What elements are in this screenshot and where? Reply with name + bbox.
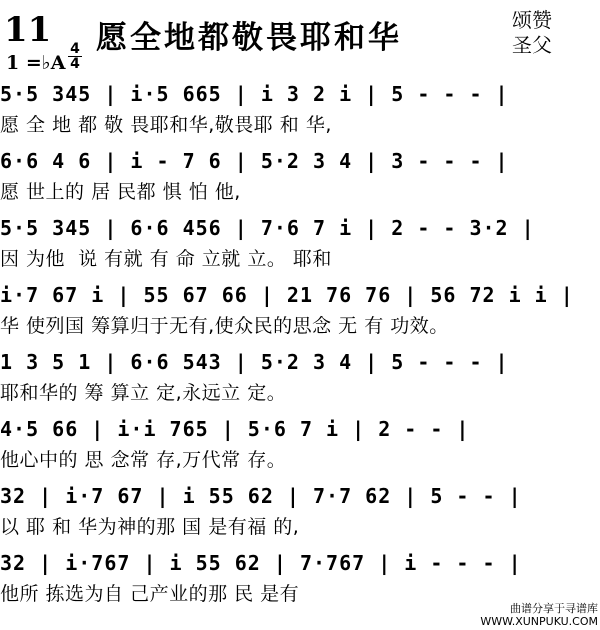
notation-line: i·7 67 i | 55 67 66 | 21 76 76 | 56 72 i i |: [0, 283, 574, 307]
song-meta: [512, 8, 552, 58]
notation-line: 5·5 345 | 6·6 456 | 7·6 7 i | 2 - - 3·2 |: [0, 216, 535, 240]
lyrics-line: 他所 拣选为自 己产业的那 民 是有: [0, 583, 300, 605]
lyrics-line: 以 耶 和 华为神的那 国 是有福 的,: [0, 516, 300, 538]
score-header: [0, 0, 600, 80]
score-row: [0, 80, 600, 147]
time-bottom: 4: [68, 56, 82, 71]
genre-label: 颂赞: [512, 8, 552, 32]
score-row: [0, 348, 600, 415]
lyrics-line: 愿 全 地 都 敬 畏耶和华,敬畏耶 和 华,: [0, 114, 332, 136]
notation-line: 4·5 66 | i·i 765 | 5·6 7 i | 2 - - |: [0, 417, 470, 441]
score-row: [0, 482, 600, 549]
time-top: 4: [70, 41, 80, 57]
notation-line: 1 3 5 1 | 6·6 543 | 5·2 3 4 | 5 - - - |: [0, 350, 509, 374]
lyrics-line: 愿 世上的 居 民都 惧 怕 他,: [0, 181, 241, 203]
time-signature: [68, 42, 82, 71]
score-row: [0, 415, 600, 482]
watermark: [480, 602, 598, 628]
watermark-site-name: 曲谱分享于寻谱库: [510, 602, 598, 615]
notation-line: 32 | i·767 | i 55 62 | 7·767 | i - - - |: [0, 551, 522, 575]
watermark-url: WWW.XUNPUKU.COM: [480, 615, 598, 628]
notation-line: 6·6 4 6 | i - 7 6 | 5·2 3 4 | 3 - - - |: [0, 149, 509, 173]
score-row: [0, 281, 600, 348]
song-title: 愿全地都敬畏耶和华: [96, 20, 402, 56]
score-body: [0, 80, 600, 616]
lyrics-line: 因 为他 说 有就 有 命 立就 立。 耶和: [0, 248, 332, 270]
score-row: [0, 214, 600, 281]
lyrics-line: 耶和华的 筹 算立 定,永远立 定。: [0, 382, 287, 404]
notation-line: 5·5 345 | i·5 665 | i 3 2 i | 5 - - - |: [0, 82, 509, 106]
author-label: 圣父: [512, 33, 552, 57]
key-signature: 1 =♭A: [6, 52, 66, 74]
notation-line: 32 | i·7 67 | i 55 62 | 7·7 62 | 5 - - |: [0, 484, 522, 508]
lyrics-line: 他心中的 思 念常 存,万代常 存。: [0, 449, 287, 471]
score-row: [0, 147, 600, 214]
song-number: 11: [4, 10, 52, 50]
lyrics-line: 华 使列国 筹算归于无有,使众民的思念 无 有 功效。: [0, 315, 449, 337]
